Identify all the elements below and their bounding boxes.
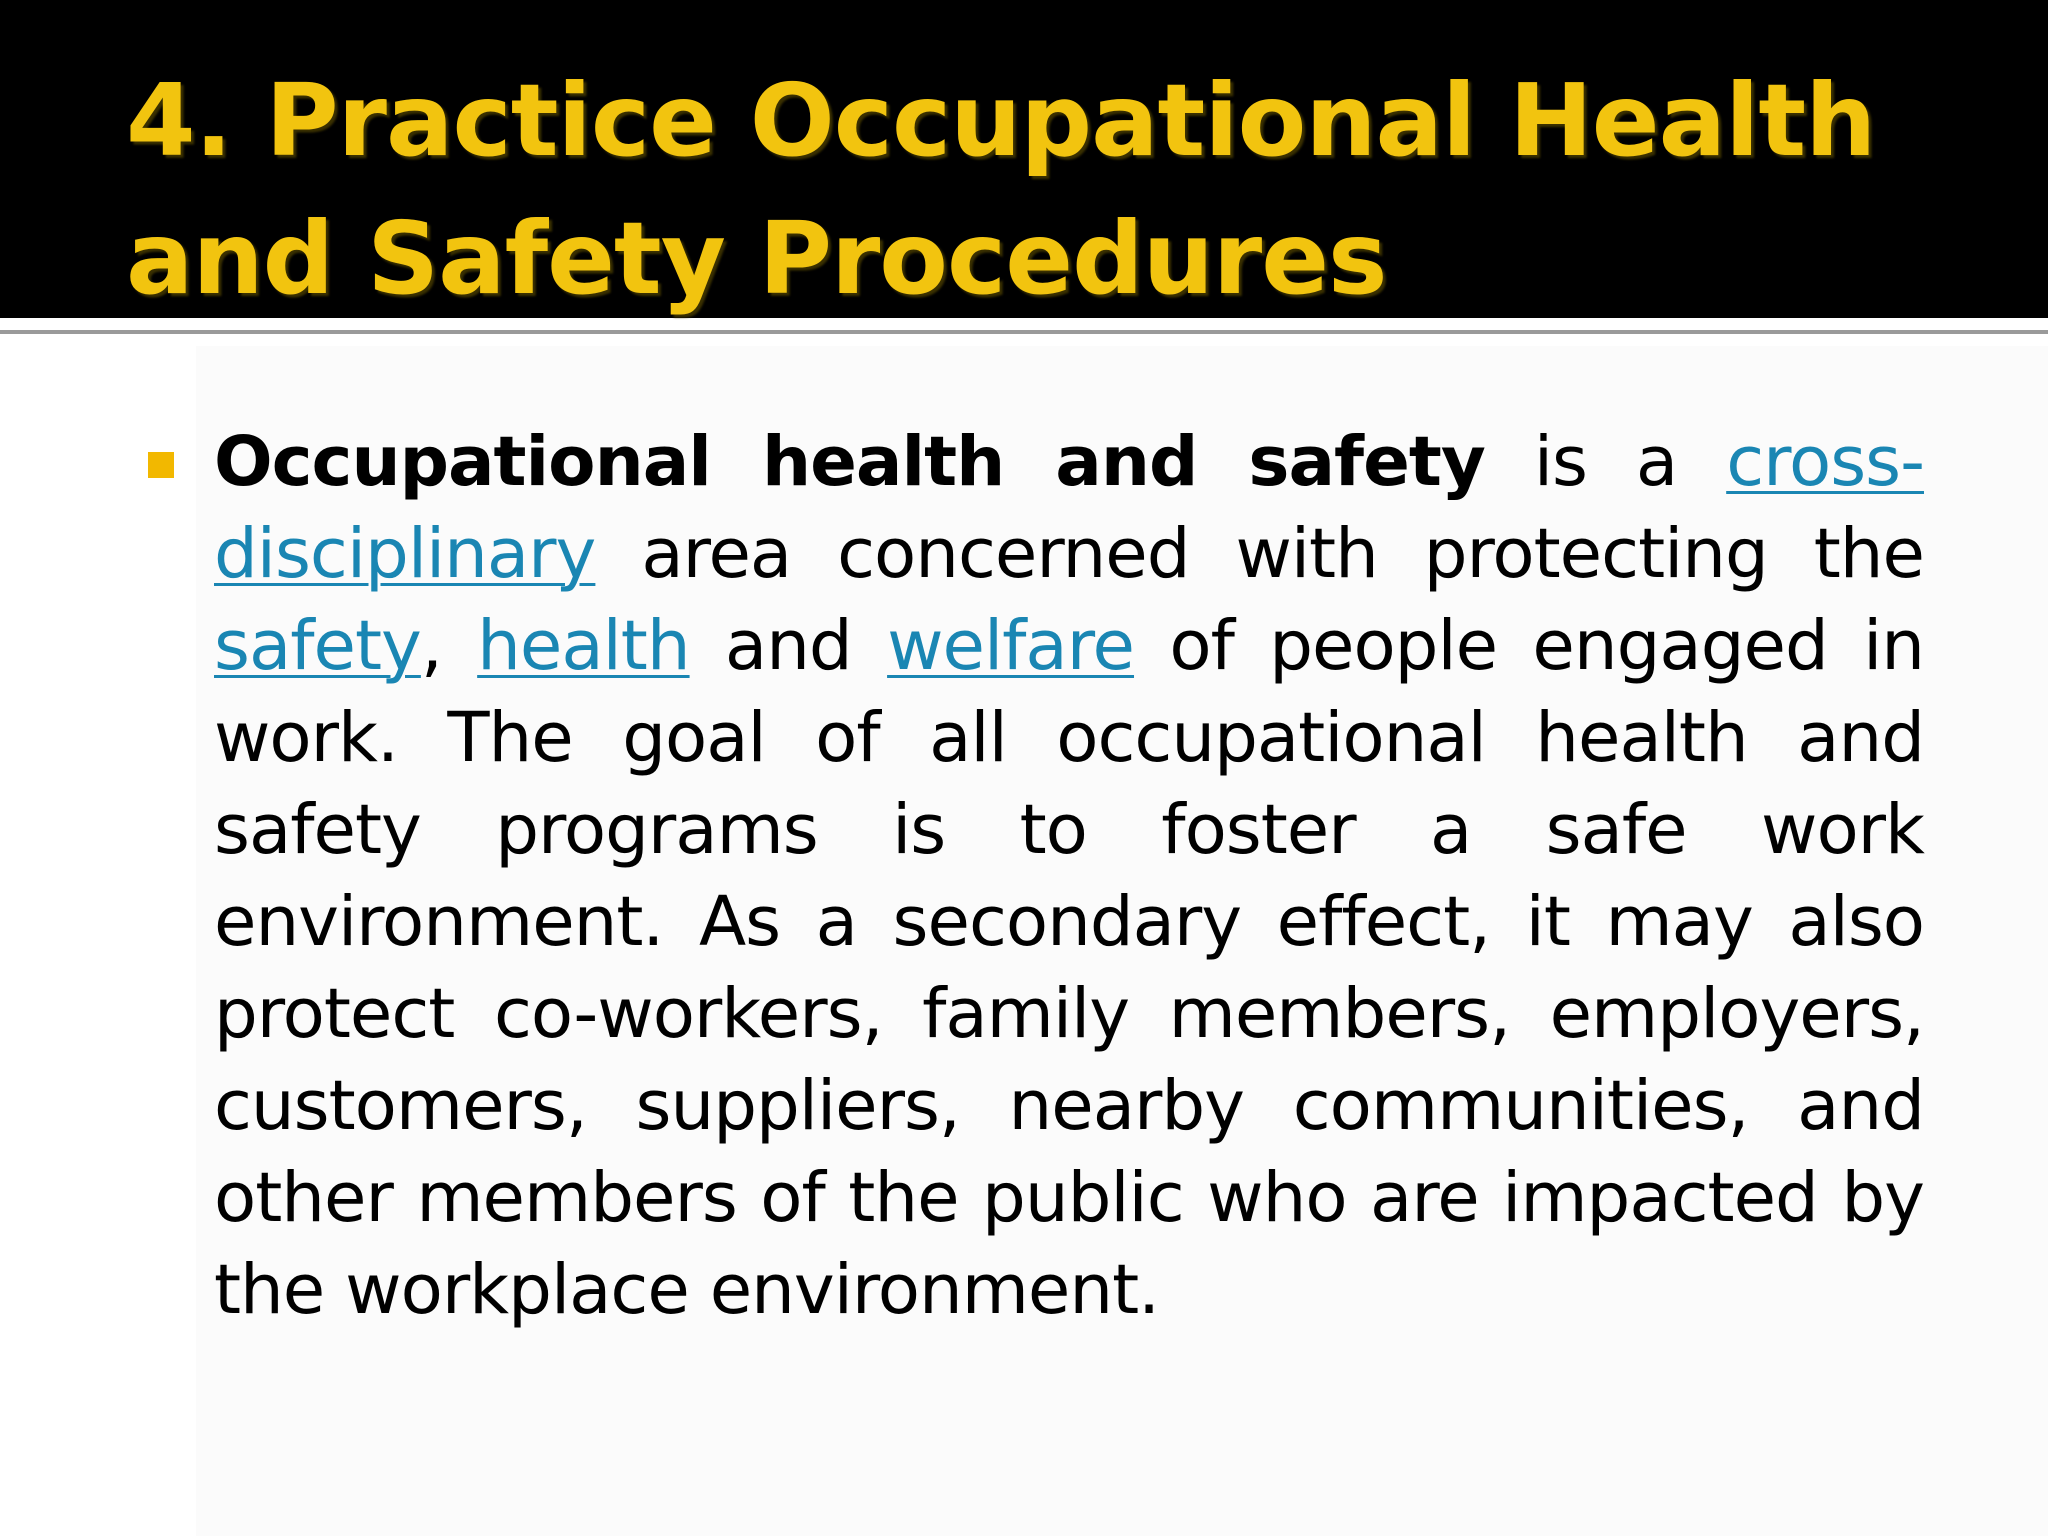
- square-bullet-icon: [148, 452, 174, 478]
- link-safety[interactable]: safety: [214, 606, 421, 686]
- text-segment: of people engaged in work. The goal of all occupational health and safety programs is to foster a safe work environment. As a secondary effect, it may also protect co-workers, family members, employers, customers, suppliers, nearby communities, and other members of the public who are impacted by the workplace environment.: [214, 606, 1924, 1330]
- link-cross-disciplinary[interactable]: cross-disciplinary: [214, 422, 1924, 594]
- link-health[interactable]: health: [477, 606, 690, 686]
- link-welfare[interactable]: welfare: [887, 606, 1135, 686]
- text-segment: and: [689, 606, 888, 686]
- bullet-text: [214, 416, 1924, 1336]
- text-segment: area concerned with protecting the: [595, 514, 1924, 594]
- bold-term: Occupational health and safety: [214, 422, 1485, 502]
- text-segment: is a: [1484, 422, 1727, 502]
- title-bar: [0, 0, 2048, 318]
- text-segment: ,: [420, 606, 478, 686]
- slide-title: 4. Practice Occupational Health and Safety Procedures: [126, 62, 1876, 317]
- title-divider: [0, 330, 2048, 334]
